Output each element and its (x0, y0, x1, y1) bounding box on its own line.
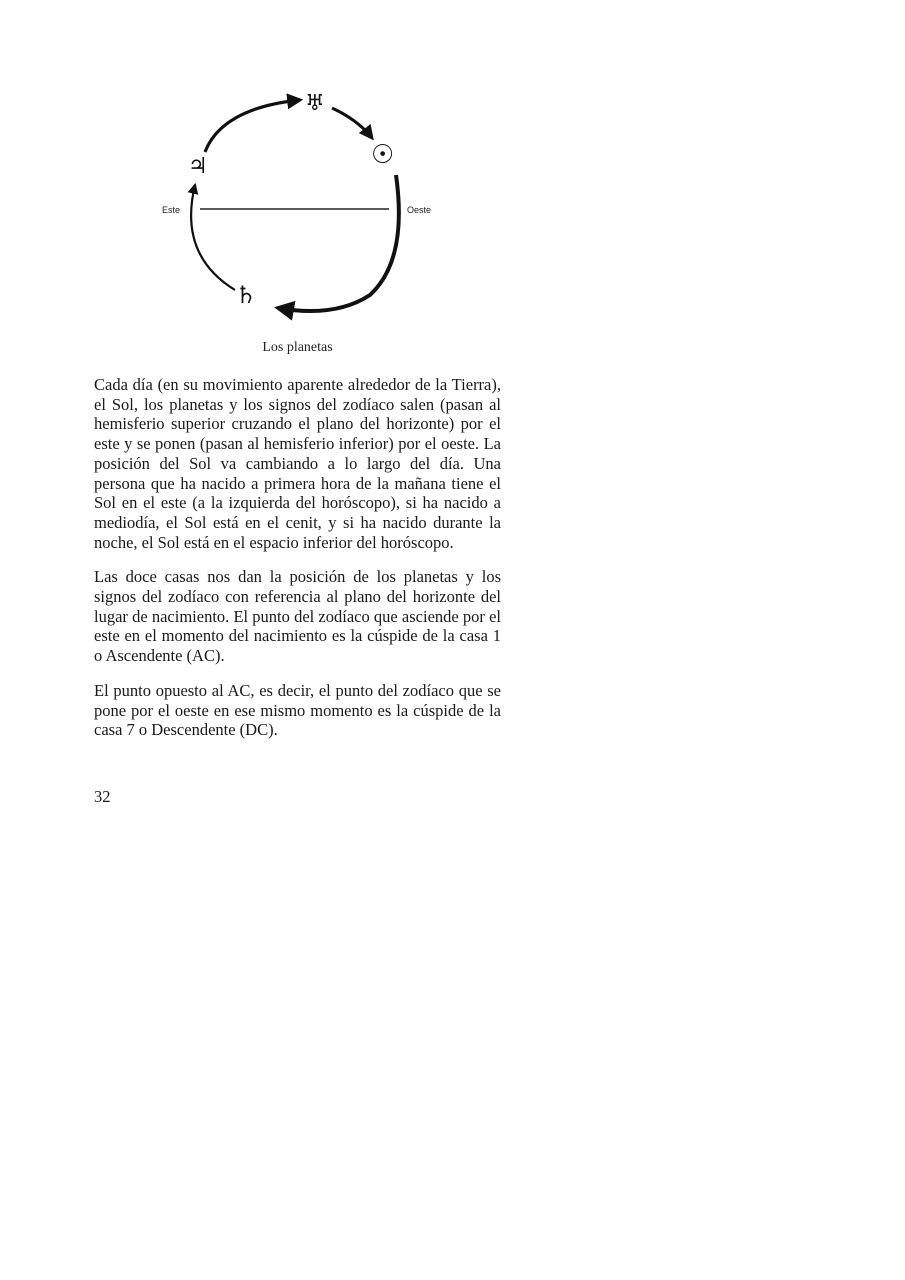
paragraph: Las doce casas nos dan la posición de los planetas y los signos del zodíaco con referencia al plano del horizonte del lugar de nacimiento. El punto del zodíaco que asciende por el este en el momento del nacimiento es la cúspide de la casa 1 o Ascendente (AC). (94, 567, 501, 666)
jupiter-icon: ♃ (188, 154, 208, 179)
sun-icon: ☉ (371, 140, 395, 170)
west-label: Oeste (407, 205, 432, 215)
body-text (94, 375, 501, 755)
arc-jupiter-to-uranus (205, 100, 300, 152)
paragraph: El punto opuesto al AC, es decir, el punto del zodíaco que se pone por el oeste en ese mismo momento es la cúspide de la casa 7 o Descendente (DC). (94, 680, 501, 740)
east-label: Este (162, 205, 181, 215)
paragraph: Cada día (en su movimiento aparente alrededor de la Tierra), el Sol, los planetas y los signos del zodíaco salen (pasan al hemisferio superior cruzando el plano del horizonte) por el este y se ponen (pasan al hemisferio inferior) por el oeste. La posición del Sol va cambiando a lo largo del día. Una persona que ha nacido a primera hora de la mañana tiene el Sol en el este (a la izquierda del horóscopo), si ha nacido a mediodía, el Sol está en el cenit, y si ha nacido durante la noche, el Sol está en el espacio inferior del horóscopo. (94, 375, 501, 552)
figure-caption: Los planetas (262, 340, 333, 355)
uranus-icon: ♅ (305, 91, 325, 116)
arc-uranus-to-sun (332, 108, 372, 138)
arc-sun-to-saturn (278, 175, 399, 311)
saturn-icon: ♄ (235, 281, 257, 309)
arc-saturn-to-jupiter (191, 185, 235, 290)
page-number: 32 (94, 787, 111, 806)
planets-diagram (150, 80, 450, 330)
planets-diagram-svg (150, 80, 450, 330)
